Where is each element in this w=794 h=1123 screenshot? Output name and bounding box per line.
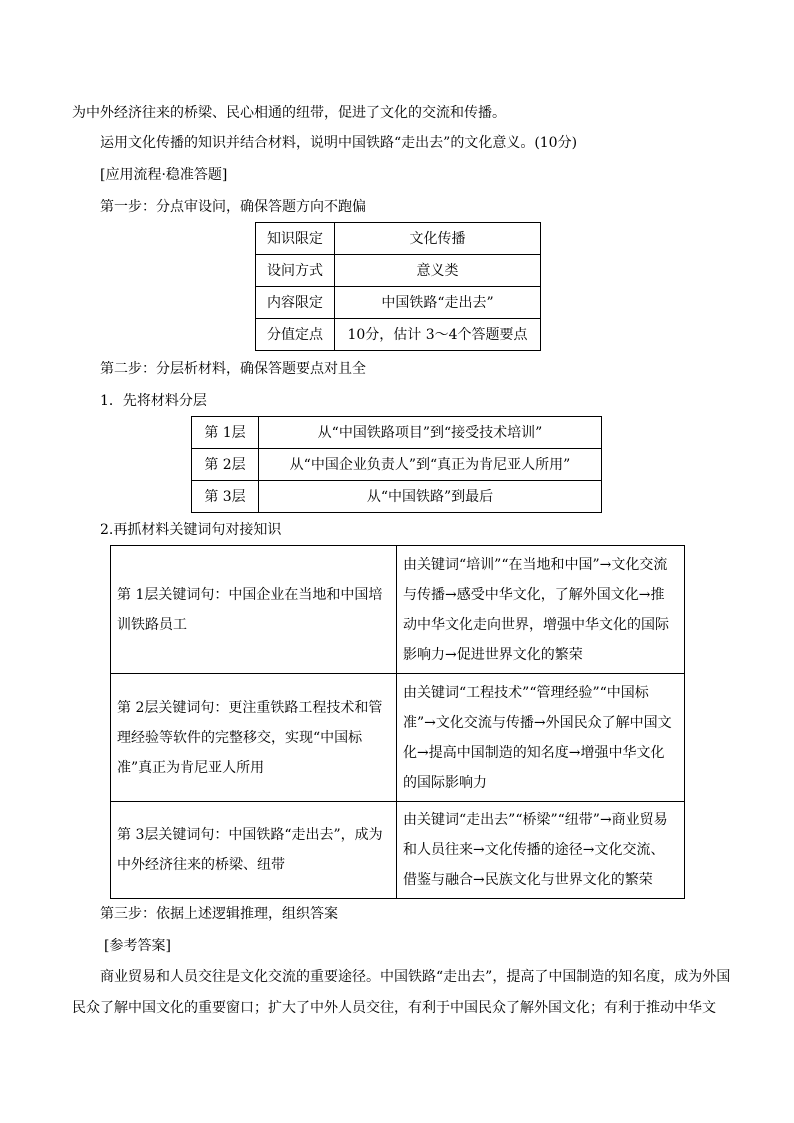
- layer-range: 从“中国企业负责人”到“真正为肯尼亚人所用”: [259, 449, 602, 481]
- table-row: [256, 255, 541, 287]
- table-row: [256, 223, 541, 255]
- layer-label: 第 3层: [192, 481, 259, 513]
- answer-text: 商业贸易和人员交往是文化交流的重要途径。中国铁路“走出去”，提高了中国制造的知名度，成为外国: [100, 969, 731, 985]
- keyword-cell: 第 2层关键词句：更注重铁路工程技术和管理经验等软件的完整移交，实现“中国标准”真正为肯尼亚人所用: [111, 674, 397, 802]
- table-row: [192, 417, 602, 449]
- table-row: [111, 546, 685, 674]
- keyword-knowledge-table: [110, 545, 685, 899]
- knowledge-cell: 由关键词“工程技术”“管理经验”“中国标准”→文化交流与传播→外国民众了解中国文化→提高中国制造的知名度→增强中华文化的国际影响力: [397, 674, 685, 802]
- layer-range: 从“中国铁路”到最后: [259, 481, 602, 513]
- answer-text: 民众了解中国文化的重要窗口；扩大了中外人员交往，有利于中国民众了解外国文化；有利于推动中华文: [72, 1000, 716, 1016]
- question-analysis-table: [255, 222, 541, 351]
- sub-heading-1: 1．先将材料分层: [100, 393, 207, 409]
- step1-heading: 第一步：分点审设问，确保答题方向不跑偏: [100, 199, 366, 215]
- knowledge-cell: 由关键词“培训”“在当地和中国”→文化交流与传播→感受中华文化，了解外国文化→推动中华文化走向世界，增强中华文化的国际影响力→促进世界文化的繁荣: [397, 546, 685, 674]
- question-text: 运用文化传播的知识并结合材料，说明中国铁路“走出去”的文化意义。(10分): [100, 135, 578, 151]
- step3-heading: 第三步：依据上述逻辑推理，组织答案: [100, 906, 338, 922]
- material-layers-table: [191, 416, 602, 513]
- sub-heading-2: 2.再抓材料关键词句对接知识: [100, 522, 282, 538]
- table-key: 内容限定: [256, 287, 335, 319]
- table-row: [111, 674, 685, 802]
- intro-line: 为中外经济往来的桥梁、民心相通的纽带，促进了文化的交流和传播。: [72, 105, 506, 121]
- table-value: 意义类: [335, 255, 541, 287]
- table-row: [192, 449, 602, 481]
- layer-range: 从“中国铁路项目”到“接受技术培训”: [259, 417, 602, 449]
- knowledge-cell: 由关键词“走出去”“桥梁”“纽带”→商业贸易和人员往来→文化传播的途径→文化交流、借鉴与融合→民族文化与世界文化的繁荣: [397, 802, 685, 899]
- table-row: [192, 481, 602, 513]
- keyword-cell: 第 3层关键词句：中国铁路“走出去”，成为中外经济往来的桥梁、纽带: [111, 802, 397, 899]
- table-value: 中国铁路“走出去”: [335, 287, 541, 319]
- layer-label: 第 1层: [192, 417, 259, 449]
- layer-label: 第 2层: [192, 449, 259, 481]
- table-value: 10分，估计 3～4个答题要点: [335, 319, 541, 351]
- table-key: 知识限定: [256, 223, 335, 255]
- table-row: [256, 319, 541, 351]
- table-value: 文化传播: [335, 223, 541, 255]
- reference-answer-title: [参考答案]: [104, 938, 171, 954]
- keyword-cell: 第 1层关键词句：中国企业在当地和中国培训铁路员工: [111, 546, 397, 674]
- table-row: [256, 287, 541, 319]
- step2-heading: 第二步：分层析材料，确保答题要点对且全: [100, 361, 366, 377]
- table-row: [111, 802, 685, 899]
- process-title: [应用流程·稳准答题]: [100, 167, 228, 183]
- table-key: 分值定点: [256, 319, 335, 351]
- table-key: 设问方式: [256, 255, 335, 287]
